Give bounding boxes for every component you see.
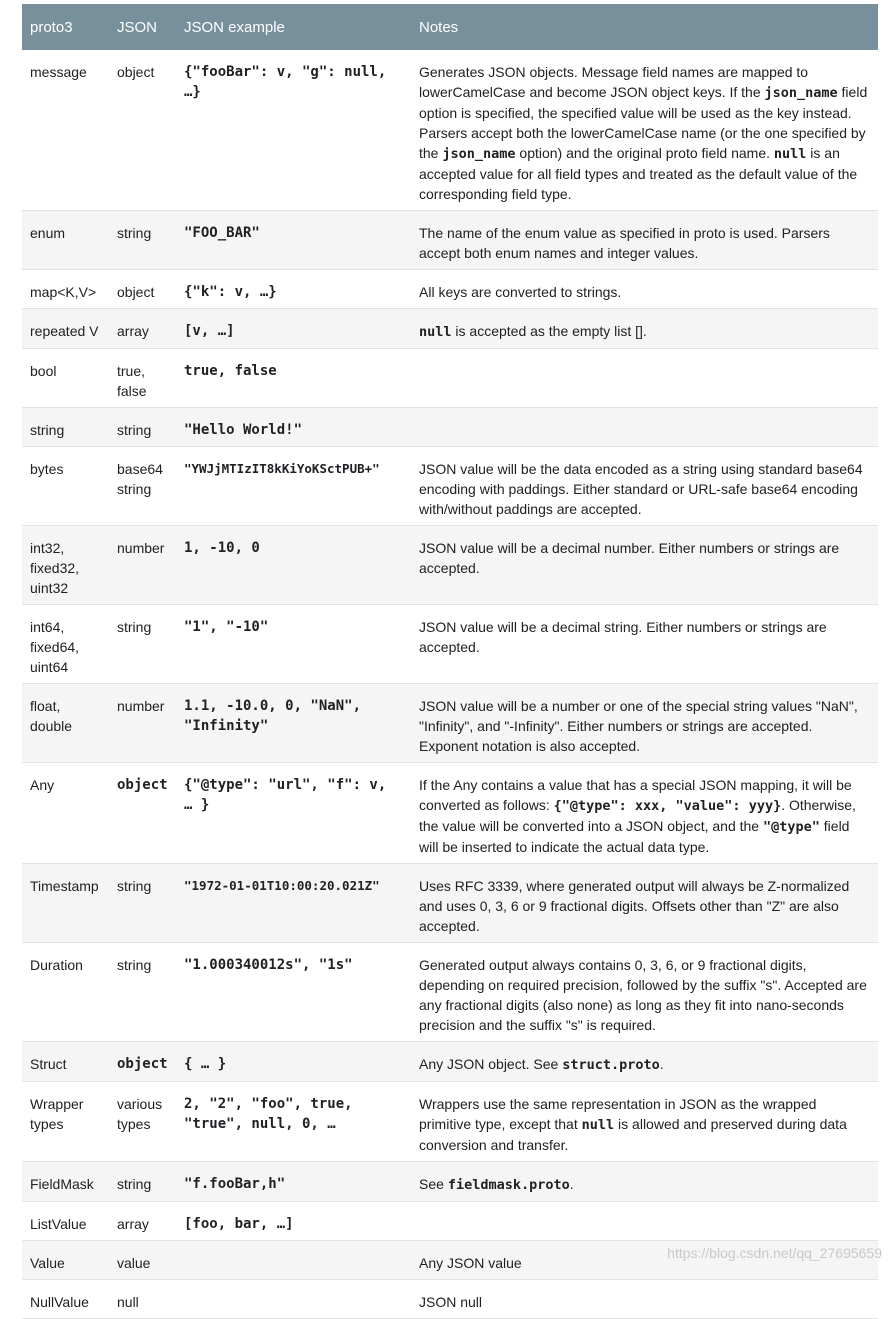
cell-json: value [109, 1241, 176, 1280]
table-header-row [22, 4, 878, 50]
cell-example: "1972-01-01T10:00:20.021Z" [176, 864, 411, 943]
table-row [22, 408, 878, 447]
cell-proto3: Value [22, 1241, 109, 1280]
cell-notes: null is accepted as the empty list []. [411, 309, 878, 349]
cell-proto3: NullValue [22, 1280, 109, 1319]
cell-proto3: repeated V [22, 309, 109, 349]
cell-json: null [109, 1280, 176, 1319]
cell-notes: The name of the enum value as specified in proto is used. Parsers accept both enum names and integer values. [411, 211, 878, 270]
header-json-example: JSON example [176, 4, 411, 50]
table-row [22, 1202, 878, 1241]
cell-json: object [109, 763, 176, 864]
cell-proto3: bool [22, 349, 109, 408]
table-row [22, 605, 878, 684]
cell-notes: JSON value will be a decimal string. Either numbers or strings are accepted. [411, 605, 878, 684]
cell-json: object [109, 270, 176, 309]
cell-example: "1", "-10" [176, 605, 411, 684]
cell-proto3: Timestamp [22, 864, 109, 943]
cell-json: object [109, 1042, 176, 1082]
cell-example: {"k": v, …} [176, 270, 411, 309]
cell-notes: JSON value will be a number or one of the special string values "NaN", "Infinity", and "-Infinity". Either numbers or strings are accepted. Exponent notation is also accepted. [411, 684, 878, 763]
cell-example: {"@type": "url", "f": v, … } [176, 763, 411, 864]
table-row [22, 526, 878, 605]
cell-notes: See fieldmask.proto. [411, 1162, 878, 1202]
cell-proto3: Struct [22, 1042, 109, 1082]
table-row [22, 349, 878, 408]
cell-notes: Wrappers use the same representation in JSON as the wrapped primitive type, except that null is allowed and preserved during data conversion and transfer. [411, 1082, 878, 1162]
cell-notes [411, 1202, 878, 1241]
header-notes: Notes [411, 4, 878, 50]
cell-example: 2, "2", "foo", true, "true", null, 0, … [176, 1082, 411, 1162]
cell-json: various types [109, 1082, 176, 1162]
cell-example: true, false [176, 349, 411, 408]
cell-proto3: FieldMask [22, 1162, 109, 1202]
table-row [22, 943, 878, 1042]
cell-json: string [109, 1162, 176, 1202]
cell-notes: JSON value will be the data encoded as a string using standard base64 encoding with paddings. Either standard or URL-safe base64 encoding with/without paddings are accepted. [411, 447, 878, 526]
table-row [22, 211, 878, 270]
cell-example: "FOO_BAR" [176, 211, 411, 270]
table-row [22, 684, 878, 763]
table-row [22, 447, 878, 526]
table-row [22, 1042, 878, 1082]
cell-proto3: Wrapper types [22, 1082, 109, 1162]
cell-json: string [109, 864, 176, 943]
cell-notes: Any JSON value [411, 1241, 878, 1280]
cell-example: [foo, bar, …] [176, 1202, 411, 1241]
cell-notes: Any JSON object. See struct.proto. [411, 1042, 878, 1082]
cell-json: object [109, 50, 176, 211]
header-proto3: proto3 [22, 4, 109, 50]
table-row [22, 1280, 878, 1319]
cell-json: string [109, 211, 176, 270]
table-row [22, 270, 878, 309]
cell-example: "Hello World!" [176, 408, 411, 447]
cell-notes [411, 408, 878, 447]
cell-proto3: float, double [22, 684, 109, 763]
table-row [22, 1082, 878, 1162]
table-row [22, 309, 878, 349]
cell-example: "1.000340012s", "1s" [176, 943, 411, 1042]
cell-proto3: message [22, 50, 109, 211]
cell-example [176, 1241, 411, 1280]
cell-proto3: string [22, 408, 109, 447]
cell-example: "f.fooBar,h" [176, 1162, 411, 1202]
cell-json: number [109, 684, 176, 763]
cell-json: string [109, 605, 176, 684]
cell-notes: All keys are converted to strings. [411, 270, 878, 309]
cell-example: {"fooBar": v, "g": null, …} [176, 50, 411, 211]
cell-example: 1.1, -10.0, 0, "NaN", "Infinity" [176, 684, 411, 763]
cell-proto3: Any [22, 763, 109, 864]
watermark: https://blog.csdn.net/qq_27695659 [667, 1245, 882, 1261]
cell-example: 1, -10, 0 [176, 526, 411, 605]
table-row [22, 763, 878, 864]
cell-notes: Uses RFC 3339, where generated output will always be Z-normalized and uses 0, 3, 6 or 9 fractional digits. Offsets other than "Z" are also accepted. [411, 864, 878, 943]
cell-example: "YWJjMTIzIT8kKiYoKSctPUB+" [176, 447, 411, 526]
cell-notes: Generates JSON objects. Message field names are mapped to lowerCamelCase and become JSON object keys. If the json_name field option is specified, the specified value will be used as the key instead. Parsers accept both the lowerCamelCase name (or the one specified by the json_name option) and the original proto field name. null is an accepted value for all field types and treated as the default value of the corresponding field type. [411, 50, 878, 211]
cell-notes: JSON value will be a decimal number. Either numbers or strings are accepted. [411, 526, 878, 605]
proto3-json-mapping-table [22, 4, 878, 1319]
cell-json: string [109, 943, 176, 1042]
cell-proto3: ListValue [22, 1202, 109, 1241]
cell-notes [411, 349, 878, 408]
cell-json: number [109, 526, 176, 605]
cell-json: string [109, 408, 176, 447]
cell-notes: JSON null [411, 1280, 878, 1319]
cell-json: array [109, 1202, 176, 1241]
table-row [22, 864, 878, 943]
cell-proto3: enum [22, 211, 109, 270]
cell-json: array [109, 309, 176, 349]
cell-proto3: int64, fixed64, uint64 [22, 605, 109, 684]
cell-proto3: bytes [22, 447, 109, 526]
cell-notes: If the Any contains a value that has a special JSON mapping, it will be converted as follows: {"@type": xxx, "value": yyy}. Otherwise, the value will be converted into a JSON object, and the "@type" field will be inserted to indicate the actual data type. [411, 763, 878, 864]
cell-example [176, 1280, 411, 1319]
cell-proto3: map<K,V> [22, 270, 109, 309]
cell-json: true, false [109, 349, 176, 408]
table-row [22, 50, 878, 211]
table-row [22, 1162, 878, 1202]
cell-example: { … } [176, 1042, 411, 1082]
cell-proto3: Duration [22, 943, 109, 1042]
cell-example: [v, …] [176, 309, 411, 349]
cell-json: base64 string [109, 447, 176, 526]
cell-proto3: int32, fixed32, uint32 [22, 526, 109, 605]
header-json: JSON [109, 4, 176, 50]
cell-notes: Generated output always contains 0, 3, 6, or 9 fractional digits, depending on required precision, followed by the suffix "s". Accepted are any fractional digits (also none) as long as they fit into nano-seconds precision and the suffix "s" is required. [411, 943, 878, 1042]
